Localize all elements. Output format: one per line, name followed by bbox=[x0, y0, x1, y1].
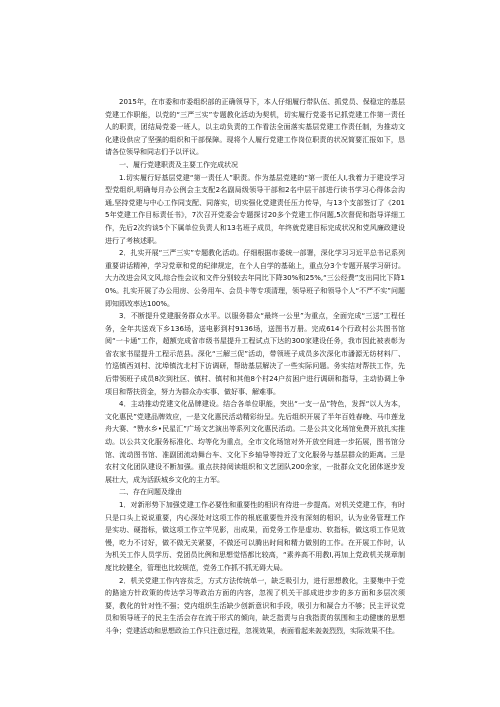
body-paragraph: 1.切实履行好基层党建“第一责任人”职责。作为基层党建的“第一责任人I,我着力于建设学习型党组织,明确每月办公例会主支配2名副局级领导干部和2名中层干部进行读书学习心得体会沟通,坚持党建与中心工作同支配、同落实，切实强化党建责任压力传导，与13个支部签订了《2015年党建工作目标责任书》，7次召开党委会专题探讨20多个党建工作问题,5次督促和指导详细工作，先后2次约谈5个下属单位负责人和13名班子成员，年终就党建目标完成状况和党风廉政建设进行了考核述职。 bbox=[105, 173, 405, 245]
body-paragraph: 1．对新形势下加强党建工作必要性和重要性的相识有待进一步提高。对机关党建工作，有时只是口头上说说重要，内心深处对这项工作的根底重要性并没有深刻的相识，认为业务管理工作是实功、硬指标，做这项工作立竿见影，出成果，而党务工作是虚功、软指标，做这项工作见效慢，吃力不讨好，做不做无关紧要，不做还可以腾出时间和精力做别的工作。在开展工作时，认为机关工作人员学历、党团员比例和思想觉悟都比较高，“素养高不用教I,再加上党政机关规章制度比较健全，管理也比较规范，党务工作抓不抓无碍大局。 bbox=[105, 501, 405, 572]
section-heading-1: 一、履行党建职责及主要工作完成状况 bbox=[119, 160, 238, 169]
section-heading-2: 二、存在问题及缘由 bbox=[119, 488, 182, 497]
body-paragraph: 2．扎实开展“三严三实”专题教化活动。仔细根据市委统一部署，深化学习习近平总书记系列重要讲话精神，学习党章和党的纪律规定，在个人自学的基础上，重点分3个专题开展学习研讨。大力改进会风文风,综合性会议和文件分别较去年同比下降30%和25%,“三公经费”支出同比下降10%。扎实开展了办公用房、公务用车、会员卡等专项清理，领导班子和领导个人“不严不实”问题即知即改率达100%。 bbox=[105, 249, 405, 308]
body-paragraph: 4．主动推动党建文化品牌建设。结合各单位职能，突出“一支一品”特色，发挥“以人为本，文化惠民”党建品牌效应，一是文化惠民活动精彩纷呈。先后组织开展了半年百姓春晚、马巾莲龙舟大赛、“赞水乡•民星汇”广场文艺演出等系列文化惠民活动。二是公共文化场馆免费开放扎实推动。以公共文化服务标准化、均等化为重点，全市文化场馆对外开放空间进一步拓展，图书馆分馆、流动图书馆、准副团流动舞台车、文化下乡轴导等持近了文化服务与基层群众的距离。三是农村文化团队建设不断加强。重点扶持阅读组织和文艺团队200余家，一批群众文化团体逐步发展壮大，成为活跃城乡文化的主力军。 bbox=[105, 400, 405, 484]
intro-paragraph: 2015年，在市委和市委组织部的正确领导下，本人仔细履行带队伍、抓党员、保稳定的基层党建工作职能，以党的“三严三实”专题教化活动为契机，切实履行党委书记抓党建工作第一责任人的职责，团结局党委一班人，以主动负责的工作看法全面落实基层党建工作责任制，为推动文化建设供应了坚强的组织和干部保障。现将个人履行党建工作岗位职责的状况简要汇报如下，恳请各位领导和同志们予以评议。 bbox=[105, 98, 405, 157]
body-paragraph: 3．不断提升党建服务群众水平。以服务群众“最终一公里”为重点，全面完成“三送”工程任务，全年共送戏下乡136场，送电影到村9136场，送图书万册。完成614个行政村公共图书馆阅“一卡通”工作，超额完成省市级书屋提升工程试点下达的300家建设任务，我市因此被表彰为省农家书屋提升工程示范县。深化“三解三促”活动，带领班子成员多次深化市潘源无纺材料厂、竹巡镇西刘村、沈埠镇沈北村下访调研，帮助基层解决了一些实际问题。务实结对帮扶工作，先后带领班子成员8次到杜区、镇村、镇村和其他8个村24户贫困户进行调研和指导，主动协调上争项目和帮扶资金，努力为群众办实事、做好事、解难事。 bbox=[105, 312, 405, 396]
body-paragraph: 2．机关党建工作内容贫乏，方式方法传统单一，缺乏吸引力，进行思想教化，主要集中于党的路途方针政策的传达学习等政治方面的内容，忽视了机关干部成进步步的多方面和多层次须要，教化的针对性不强；党内组织生活缺少创新意识和手段，吸引力和凝合力不够；民主评议党员和领导班子的民主生活会存在流于形式的倾向，缺乏指责与自我指责的氛围和主动健康的思想斗争；党建活动和思想政治工作只注意过程，忽视效果，表面看起来轰轰烈烈，实际效果不佳。 bbox=[105, 576, 405, 635]
document-body bbox=[105, 96, 405, 638]
